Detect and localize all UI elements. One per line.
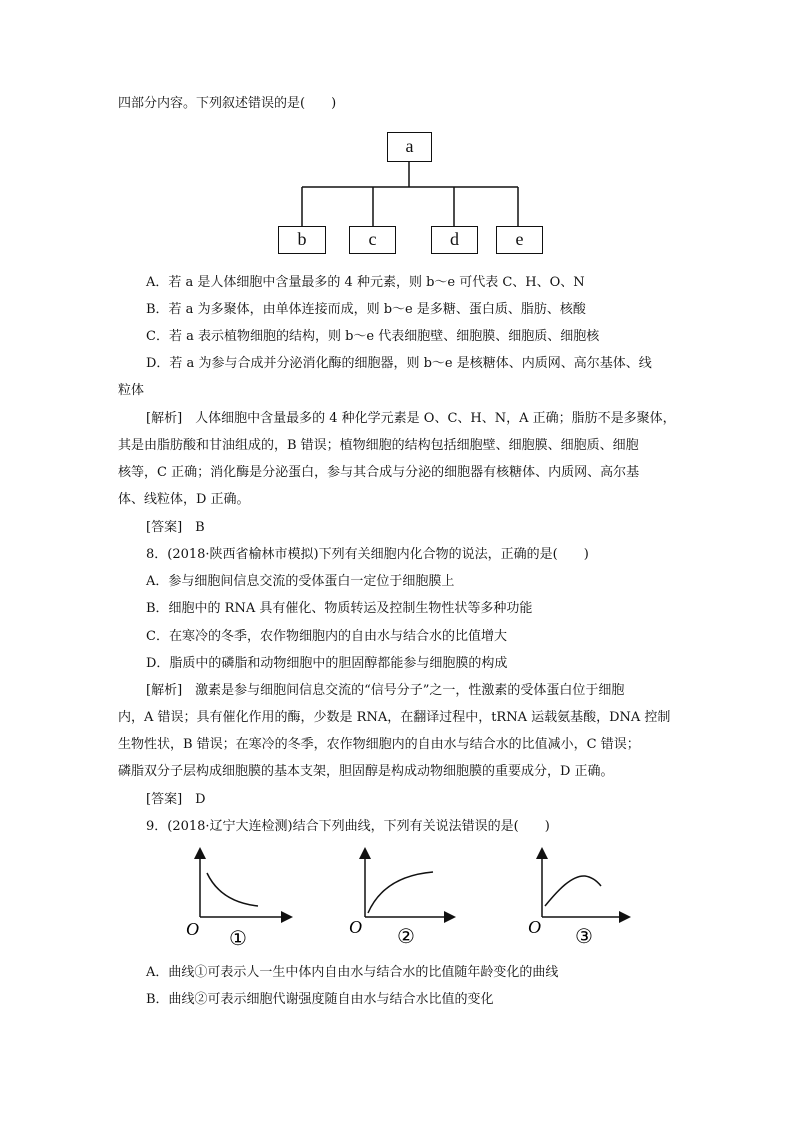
- tree-node-d: d: [431, 226, 478, 254]
- question-stem: 四部分内容。下列叙述错误的是( ): [118, 96, 337, 111]
- q7-answer: [答案] B: [146, 520, 205, 535]
- q8-answer: [答案] D: [146, 792, 206, 807]
- q7-analysis-line: 其是由脂肪酸和甘油组成的，B 错误；植物细胞的结构包括细胞壁、细胞膜、细胞质、细胞: [118, 438, 639, 453]
- graph-3-rise-fall: [528, 853, 625, 948]
- q7-analysis-line: 核等，C 正确；消化酶是分泌蛋白，参与其合成与分泌的细胞器有核糖体、内质网、高尔基: [118, 465, 640, 480]
- tree-node-b: b: [278, 226, 326, 254]
- graph-2-origin: O: [349, 917, 362, 937]
- graph-1-origin: O: [186, 919, 199, 939]
- q8-analysis-line: [解析] 激素是参与细胞间信息交流的“信号分子”之一，性激素的受体蛋白位于细胞: [146, 683, 625, 698]
- q7-option-a: A．若 a 是人体细胞中含量最多的 4 种元素，则 b～e 可代表 C、H、O、N: [146, 275, 585, 290]
- graph-3-origin: O: [528, 917, 541, 937]
- q7-analysis-line: 体、线粒体，D 正确。: [118, 492, 250, 507]
- q8-analysis-line: 生物性状，B 错误；在寒冷的冬季，农作物细胞内的自由水与结合水的比值减小，C 错误；: [118, 737, 640, 752]
- q9-graphs: [0, 845, 794, 965]
- graph-2-increasing: [349, 853, 450, 948]
- tree-node-e: e: [496, 226, 543, 254]
- q7-option-d-cont: 粒体: [118, 383, 145, 398]
- q8-option-b: B．细胞中的 RNA 具有催化、物质转运及控制生物性状等多种功能: [146, 601, 533, 616]
- tree-node-root: a: [387, 132, 432, 162]
- tree-node-c: c: [349, 226, 396, 254]
- graph-1-decreasing: [186, 853, 287, 950]
- q8-option-d: D．脂质中的磷脂和动物细胞中的胆固醇都能参与细胞膜的构成: [146, 656, 508, 671]
- q8-analysis-line: 内，A 错误；具有催化作用的酶，少数是 RNA，在翻译过程中，tRNA 运载氨基酸，DNA 控制: [118, 710, 671, 725]
- q9-option-a: A．曲线①可表示人一生中体内自由水与结合水的比值随年龄变化的曲线: [146, 965, 559, 980]
- q8-option-a: A．参与细胞间信息交流的受体蛋白一定位于细胞膜上: [146, 574, 455, 589]
- q8-stem: 8．(2018·陕西省榆林市模拟)下列有关细胞内化合物的说法，正确的是( ): [146, 547, 589, 562]
- q8-option-c: C．在寒冷的冬季，农作物细胞内的自由水与结合水的比值增大: [146, 629, 507, 644]
- q8-analysis-line: 磷脂双分子层构成细胞膜的基本支架，胆固醇是构成动物细胞膜的重要成分，D 正确。: [118, 764, 614, 779]
- graph-3-label: ③: [575, 926, 593, 948]
- q7-option-c: C．若 a 表示植物细胞的结构，则 b～e 代表细胞壁、细胞膜、细胞质、细胞核: [146, 329, 600, 344]
- q9-option-b: B．曲线②可表示细胞代谢强度随自由水与结合水比值的变化: [146, 992, 494, 1007]
- graph-1-label: ①: [229, 928, 247, 950]
- graph-2-label: ②: [397, 926, 415, 948]
- q7-analysis-line: [解析] 人体细胞中含量最多的 4 种化学元素是 O、C、H、N，A 正确；脂肪不是多聚体，: [146, 411, 676, 426]
- q9-stem: 9．(2018·辽宁大连检测)结合下列曲线，下列有关说法错误的是( ): [146, 819, 550, 834]
- q7-option-d: D．若 a 为参与合成并分泌消化酶的细胞器，则 b～e 是核糖体、内质网、高尔基体、线: [146, 356, 652, 371]
- q7-option-b: B．若 a 为多聚体，由单体连接而成，则 b～e 是多糖、蛋白质、脂肪、核酸: [146, 302, 586, 317]
